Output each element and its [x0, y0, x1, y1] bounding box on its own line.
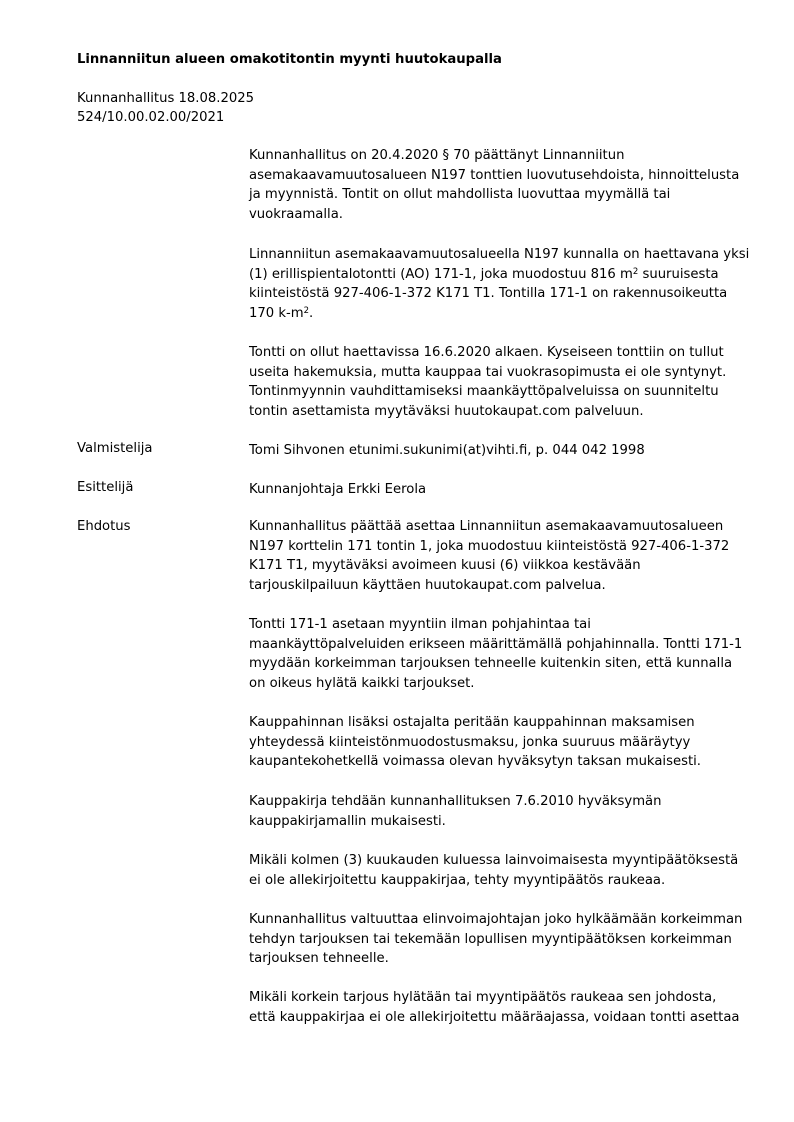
text-fragment: 170 k-m: [249, 305, 304, 321]
text-line: Mikäli kolmen (3) kuukauden kuluessa lainvoimaisesta myyntipäätöksestä: [249, 853, 739, 868]
text-line: vuokraamalla.: [249, 206, 343, 222]
presenter-value: [249, 480, 739, 500]
text-line: kauppakirjamallin mukaisesti.: [249, 813, 446, 829]
proposal-paragraph-4: [249, 792, 739, 831]
text-line: kiinteistöstä 927-406-1-372 K171 T1. Tontilla 171-1 on rakennusoikeutta: [249, 286, 728, 302]
intro-paragraph-1: [249, 146, 739, 224]
text-line: Mikäli korkein tarjous hylätään tai myyntipäätös raukeaa sen johdosta,: [249, 990, 717, 1005]
text-line: Kunnanhallitus valtuuttaa elinvoimajohtajan joko hylkäämään korkeimman: [249, 912, 743, 927]
text-line: tarjouskilpailuun käyttäen huutokaupat.com palvelua.: [249, 577, 606, 593]
text-line: [249, 265, 739, 285]
text-line: Tontti on ollut haettavissa 16.6.2020 alkaen. Kyseiseen tonttiin on tullut: [249, 345, 724, 360]
text-line: Kauppahinnan lisäksi ostajalta peritään kauppahinnan maksamisen: [249, 715, 695, 730]
preparer-value: [249, 441, 739, 461]
proposal-paragraph-2: [249, 615, 743, 693]
proposal-paragraph-5: [249, 851, 739, 890]
text-fragment: (1) erillispientalotontti (AO) 171-1, joka muodostuu 816 m: [249, 266, 633, 282]
text-fragment: .: [309, 305, 314, 321]
preparer-label: Valmistelija: [77, 441, 153, 456]
text-line: ei ole allekirjoitettu kauppakirjaa, tehty myyntipäätös raukeaa.: [249, 872, 666, 888]
text-line: kaupantekohetkellä voimassa olevan hyväksytyn taksan mukaisesti.: [249, 754, 701, 770]
proposal-paragraph-1: [249, 517, 739, 595]
text-line: K171 T1, myytäväksi avoimeen kuusi (6) viikkoa kestävään: [249, 558, 641, 574]
text-line: [249, 304, 739, 324]
text-line: yhteydessä kiinteistönmuodostusmaksu, jonka suuruus määräytyy: [249, 734, 691, 750]
text-line: Linnanniitun asemakaavamuutosalueella N197 kunnalla on haettavana yksi: [249, 247, 750, 262]
superscript: 2: [303, 305, 310, 316]
text-line: Tontinmyynnin vauhdittamiseksi maankäyttöpalveluissa on suunniteltu: [249, 384, 719, 400]
text-line: Tontti 171-1 asetaan myyntiin ilman pohjahintaa tai: [249, 617, 591, 632]
text-line: Kunnanjohtaja Erkki Eerola: [249, 482, 427, 497]
superscript: 2: [632, 266, 639, 277]
text-fragment: suuruisesta: [638, 266, 719, 282]
presenter-label: Esittelijä: [77, 480, 134, 495]
proposal-paragraph-7: [249, 988, 739, 1027]
text-line: että kauppakirjaa ei ole allekirjoitettu määräajassa, voidaan tontti asettaa: [249, 1009, 740, 1025]
document-title: Linnanniitun alueen omakotitontin myynti huutokaupalla: [77, 52, 502, 67]
text-line: myydään korkeimman tarjouksen tehneelle kuitenkin siten, että kunnalla: [249, 656, 733, 672]
text-line: on oikeus hylätä kaikki tarjoukset.: [249, 675, 475, 691]
text-line: Kunnanhallitus on 20.4.2020 § 70 päättänyt Linnanniitun: [249, 148, 625, 163]
text-line: tontin asettamista myytäväksi huutokaupat.com palveluun.: [249, 403, 644, 419]
text-line: Kunnanhallitus päättää asettaa Linnanniitun asemakaavamuutosalueen: [249, 519, 724, 534]
intro-paragraph-3: [249, 343, 739, 421]
text-line: Kauppakirja tehdään kunnanhallituksen 7.6.2010 hyväksymän: [249, 794, 662, 809]
proposal-paragraph-6: [249, 910, 743, 969]
meeting-date: Kunnanhallitus 18.08.2025: [77, 91, 255, 106]
intro-paragraph-2: [249, 245, 750, 323]
proposal-label: Ehdotus: [77, 519, 131, 534]
text-line: useita hakemuksia, mutta kauppaa tai vuokrasopimusta ei ole syntynyt.: [249, 364, 727, 380]
proposal-paragraph-3: [249, 713, 739, 772]
record-number: 524/10.00.02.00/2021: [77, 110, 225, 125]
text-line: maankäyttöpalveluiden erikseen määrittämällä pohjahinnalla. Tontti 171-1: [249, 636, 743, 652]
text-line: tarjouksen tehneelle.: [249, 951, 389, 967]
text-line: N197 korttelin 171 tontin 1, joka muodostuu kiinteistöstä 927-406-1-372: [249, 538, 730, 554]
text-line: asemakaavamuutosalueen N197 tonttien luovutusehdoista, hinnoittelusta: [249, 167, 740, 183]
text-line: tehdyn tarjouksen tai tekemään lopullisen myyntipäätöksen korkeimman: [249, 931, 732, 947]
text-line: ja myynnistä. Tontit on ollut mahdollista luovuttaa myymällä tai: [249, 187, 671, 203]
text-line: Tomi Sihvonen etunimi.sukunimi(at)vihti.fi, p. 044 042 1998: [249, 443, 645, 458]
